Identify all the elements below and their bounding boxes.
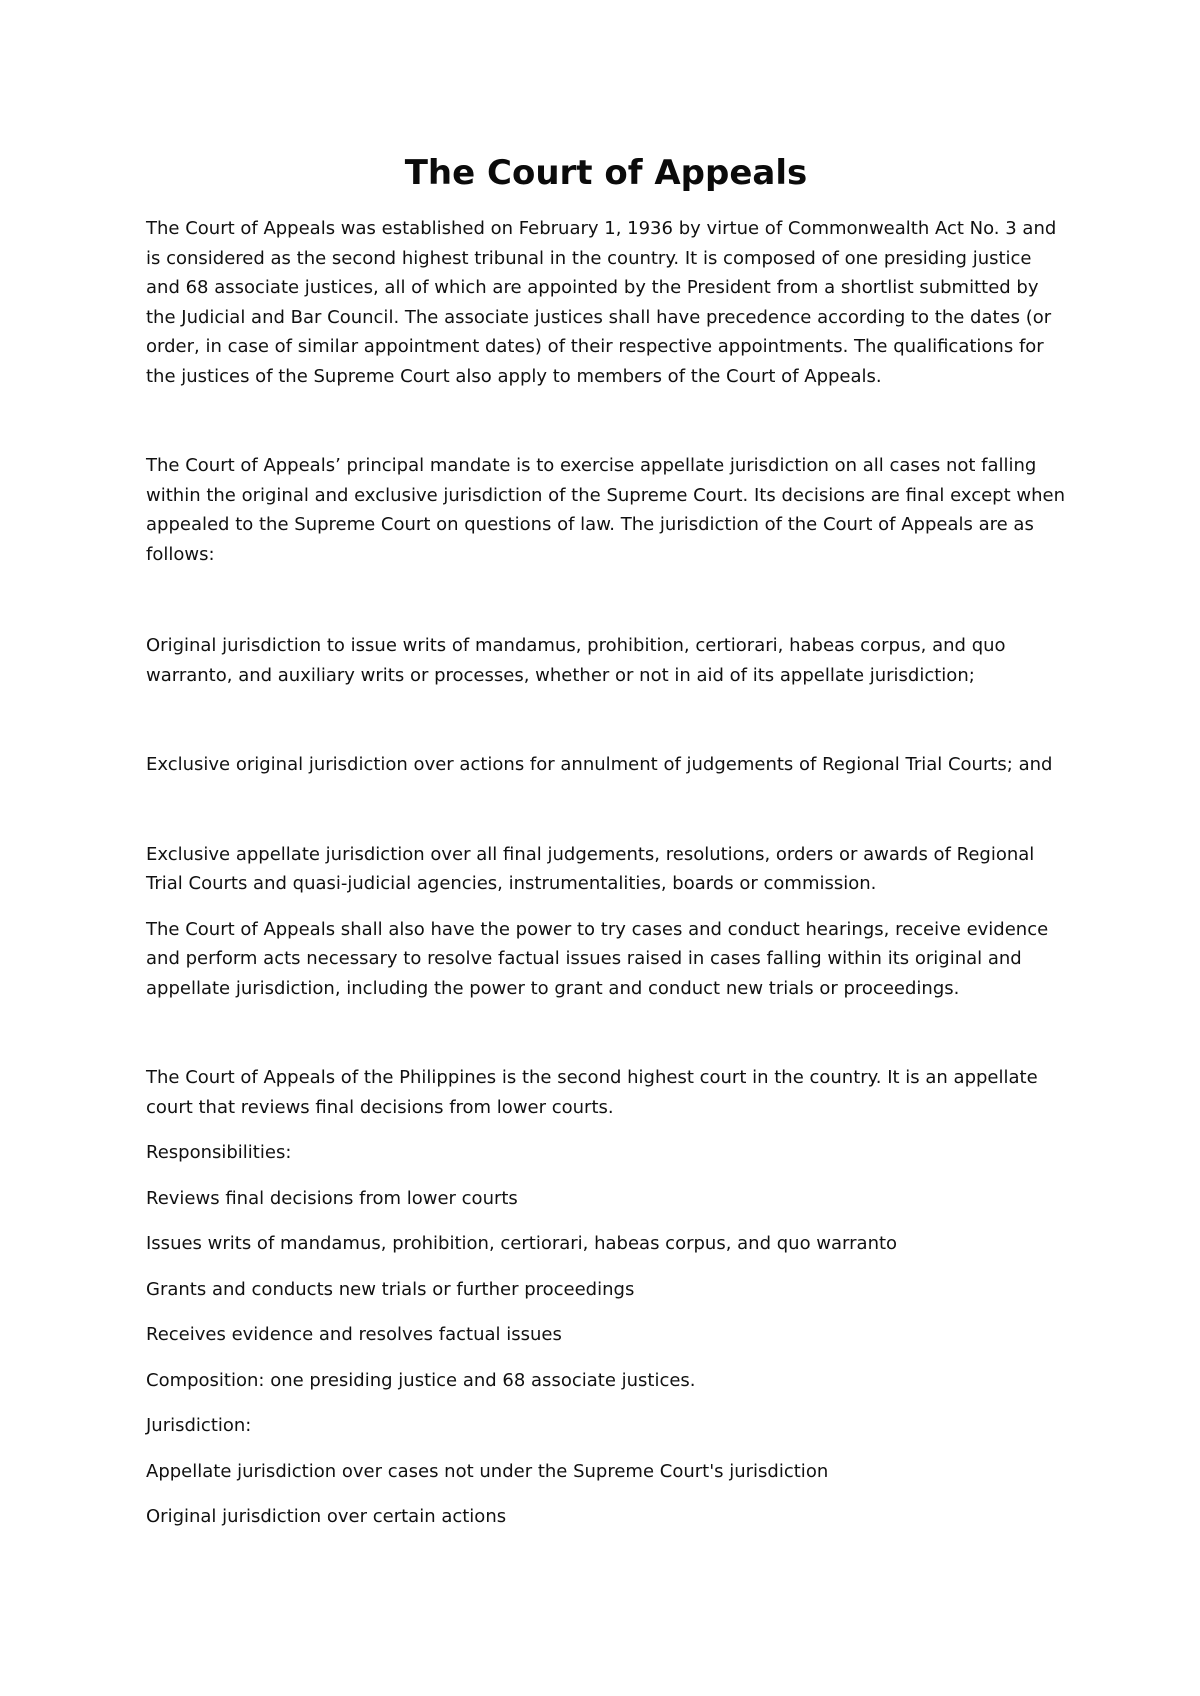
paragraph-mandate: The Court of Appeals’ principal mandate is to exercise appellate jurisdiction on all cases not falling within the original and exclusive jurisdiction of the Supreme Court. Its decisions are final except when appealed to the Supreme Court on questions of law. The jurisdiction of the Court of Appeals are as follows: [146,455,1065,565]
responsibility-item: Reviews final decisions from lower courts [146,1187,518,1209]
paragraph-annulment-jurisdiction: Exclusive original jurisdiction over actions for annulment of judgements of Regional Trial Courts; and [146,754,1053,775]
paragraph-powers: The Court of Appeals shall also have the power to try cases and conduct hearings, receive evidence and perform acts necessary to resolve factual issues raised in cases falling within its original and appellate jurisdiction, including the power to grant and conduct new trials or proceedings. [146,918,1049,999]
paragraph-establishment: The Court of Appeals was established on February 1, 1936 by virtue of Commonwealth Act No. 3 and is considered as the second highest tribunal in the country. It is composed of one presiding justice and 68 associate justices, all of which are appointed by the President from a shortlist submitted by the Judicial and Bar Council. The associate justices shall have precedence according to the dates (or order, in case of similar appointment dates) of their respective appointments. The qualifications for the justices of the Supreme Court also apply to members of the Court of Appeals. [146,218,1057,387]
paragraph-appellate-jurisdiction: Exclusive appellate jurisdiction over all final judgements, resolutions, orders or awards of Regional Trial Courts and quasi-judicial agencies, instrumentalities, boards or commission. [146,843,1035,894]
responsibility-item: Grants and conducts new trials or further proceedings [146,1278,635,1300]
paragraph-summary: The Court of Appeals of the Philippines is the second highest court in the country. It is an appellate court that reviews final decisions from lower courts. [146,1067,1038,1118]
responsibility-item: Issues writs of mandamus, prohibition, certiorari, habeas corpus, and quo warranto [146,1233,898,1254]
jurisdiction-item: Appellate jurisdiction over cases not under the Supreme Court's jurisdiction [146,1460,829,1482]
composition-line: Composition: one presiding justice and 68 associate justices. [146,1369,696,1391]
jurisdiction-item: Original jurisdiction over certain actions [146,1506,507,1527]
document-body [146,150,1066,1548]
responsibility-item: Receives evidence and resolves factual issues [146,1324,562,1345]
paragraph-original-jurisdiction: Original jurisdiction to issue writs of mandamus, prohibition, certiorari, habeas corpus, and quo warranto, and auxiliary writs or processes, whether or not in aid of its appellate jurisdiction; [146,635,1006,686]
responsibilities-heading: Responsibilities: [146,1142,292,1163]
jurisdiction-heading: Jurisdiction: [146,1415,252,1436]
document-title: The Court of Appeals [404,153,808,193]
